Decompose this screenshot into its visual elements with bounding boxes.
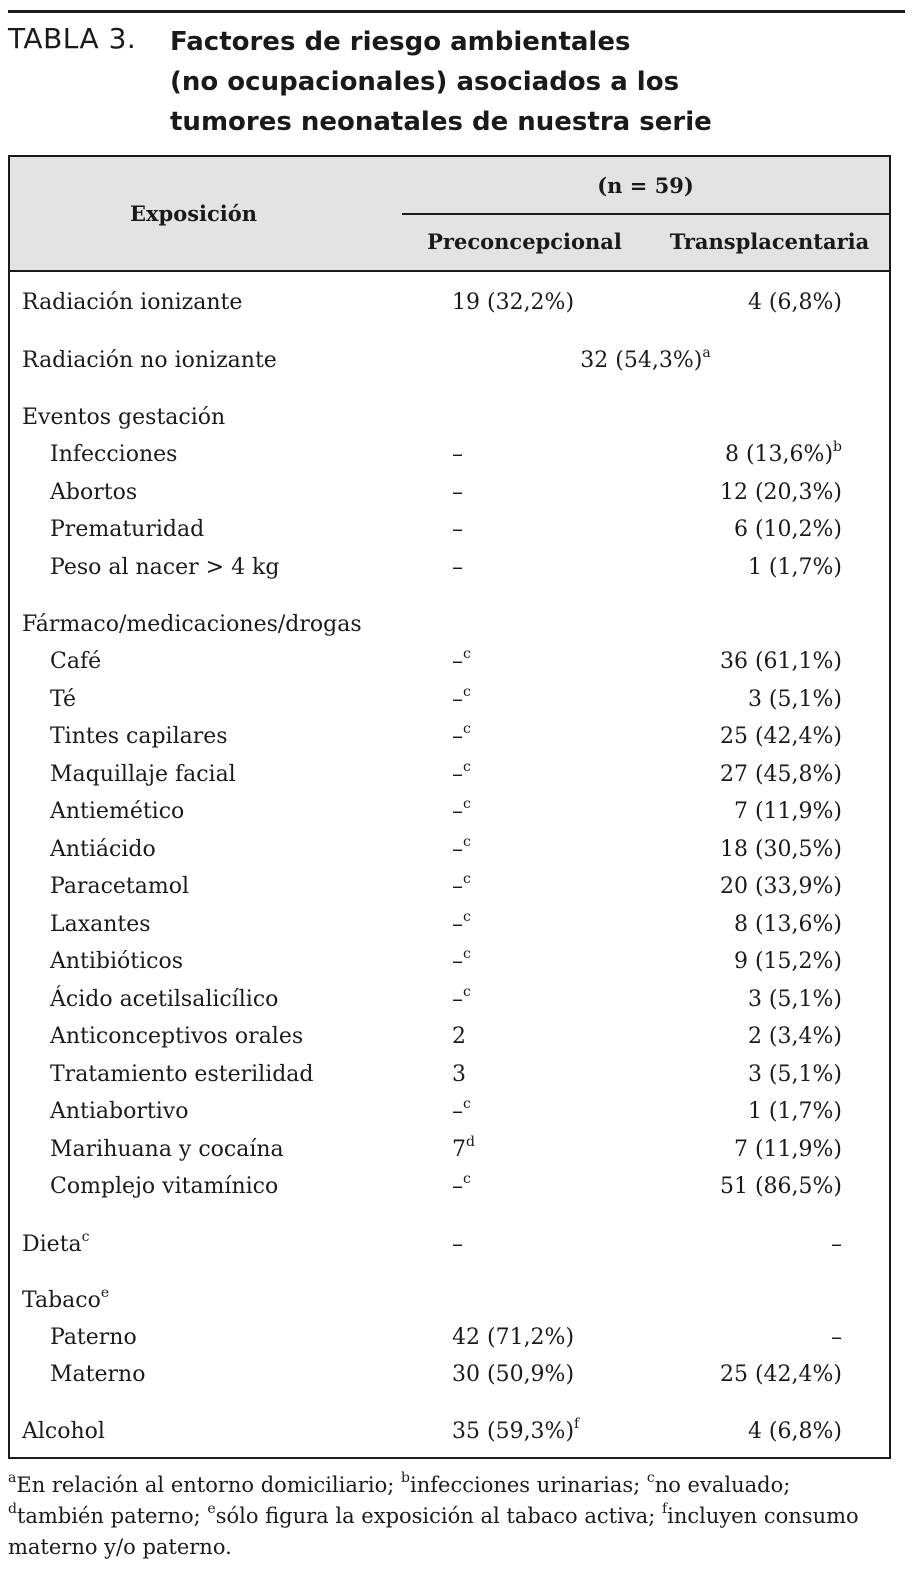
cell-preconcepcional: – [452,555,463,580]
row-label: Abortos [50,480,138,505]
cell-value: – [452,1099,463,1124]
table-row [10,757,889,793]
group-label: Eventos gestación [22,405,226,430]
cell-transplacentaria: 8 (13,6%) [733,912,842,937]
table-footnotes [8,1470,905,1563]
footnote-marker: c [463,683,471,700]
title-line: (no ocupacionales) asociados a los [170,67,680,97]
footnote-marker: a [8,1470,17,1486]
footnote-marker: c [463,720,471,737]
row-label: Tintes capilares [50,724,228,749]
table-number: TABLA 3. [8,22,137,55]
cell-value: 8 (13,6%) [724,442,834,467]
footnote-marker: c [81,1228,90,1245]
cell-transplacentaria: 4 (6,8%) [747,290,842,315]
footnote-marker: c [463,870,471,887]
table-row [10,1057,889,1093]
cell-preconcepcional [452,832,471,868]
cell-transplacentaria: – [831,1325,842,1350]
table-row [10,1019,889,1055]
table-row [10,907,889,943]
cell-preconcepcional: 19 (32,2%) [452,290,575,315]
footnote-marker: c [463,833,471,850]
footnote-text: incluyen consumo [667,1504,859,1528]
table-row [10,1227,889,1263]
cell-transplacentaria: 20 (33,9%) [719,874,842,899]
footnote-marker: e [100,1284,110,1301]
cell-value: 7 [452,1137,466,1162]
cell-value: 35 (59,3%) [452,1419,575,1444]
table-row [10,1094,889,1130]
row-label: Antiácido [50,837,156,862]
cell-preconcepcional [452,907,471,943]
cell-value: – [452,987,463,1012]
cell-value: – [452,762,463,787]
footnote-text: también paterno; [16,1504,208,1528]
row-label: Peso al nacer > 4 kg [50,555,280,580]
table-row [10,1132,889,1168]
table-row [10,719,889,755]
cell-preconcepcional [452,982,471,1018]
table-row [10,1283,889,1319]
row-label: Antiemético [50,799,185,824]
cell-transplacentaria: 4 (6,8%) [747,1419,842,1444]
table-row [10,944,889,980]
cell-transplacentaria: 1 (1,7%) [747,1099,842,1124]
label-text: Dieta [22,1232,82,1257]
footnote-marker: b [833,438,842,455]
header-preconcepcional: Preconcepcional [427,229,622,254]
row-label: Maquillaje facial [50,762,236,787]
table-row [10,682,889,718]
cell-preconcepcional [452,757,471,793]
row-label: Anticonceptivos orales [50,1024,304,1049]
cell-transplacentaria: 12 (20,3%) [719,480,842,505]
cell-value: 32 (54,3%) [580,348,703,373]
table-row [10,400,889,436]
cell-transplacentaria: 3 (5,1%) [747,687,842,712]
cell-value: – [452,687,463,712]
header-transplacentaria: Transplacentaria [669,229,870,254]
cell-preconcepcional: – [452,480,463,505]
cell-preconcepcional [452,1132,475,1168]
table-row [10,285,889,321]
table-row [10,982,889,1018]
cell-value: – [452,799,463,824]
table-row [10,437,889,473]
row-label [22,1227,90,1263]
footnote-text: sólo figura la exposición al tabaco activa; [215,1504,662,1528]
cell-transplacentaria: 51 (86,5%) [719,1174,842,1199]
cell-transplacentaria: 9 (15,2%) [733,949,842,974]
table-row [10,1169,889,1205]
title-line: Factores de riesgo ambientales [170,27,631,57]
footnote-marker: c [463,1170,471,1187]
header-sub-rule [402,213,889,215]
cell-preconcepcional [452,682,471,718]
cell-transplacentaria: 18 (30,5%) [719,837,842,862]
cell-transplacentaria: 25 (42,4%) [719,1362,842,1387]
row-label: Complejo vitamínico [50,1174,279,1199]
table-row [10,1357,889,1393]
row-label: Laxantes [50,912,151,937]
table-row [10,475,889,511]
cell-transplacentaria: – [831,1232,842,1257]
footnote-text: En relación al entorno domiciliario; [16,1473,402,1497]
cell-value: – [452,874,463,899]
cell-value: – [452,949,463,974]
cell-value: – [452,1174,463,1199]
row-label: Ácido acetilsalicílico [50,987,279,1012]
footnote-marker: c [463,945,471,962]
footnote-line [8,1501,905,1532]
title-line: tumores neonatales de nuestra serie [170,107,712,137]
row-label: Café [50,649,102,674]
cell-preconcepcional: 42 (71,2%) [452,1325,575,1350]
table-row [10,1320,889,1356]
cell-preconcepcional [452,1169,471,1205]
footnote-marker: c [463,983,471,1000]
table-title [170,22,890,142]
cell-preconcepcional: – [452,517,463,542]
cell-transplacentaria: 1 (1,7%) [747,555,842,580]
cell-preconcepcional: – [452,442,463,467]
footnote-marker: f [574,1415,580,1432]
cell-transplacentaria: 2 (3,4%) [747,1024,842,1049]
table-row [10,343,889,379]
row-label: Radiación ionizante [22,290,243,315]
footnote-text: infecciones urinarias; [410,1473,647,1497]
header-sample-size: (n = 59) [597,173,694,198]
cell-transplacentaria: 3 (5,1%) [747,987,842,1012]
cell-transplacentaria: 6 (10,2%) [733,517,842,542]
cell-preconcepcional [452,1094,471,1130]
row-label: Radiación no ionizante [22,348,277,373]
group-label [22,1283,109,1319]
table-row [10,794,889,830]
footnote-marker: f [661,1501,668,1517]
footnote-text: no evaluado; [654,1473,791,1497]
cell-transplacentaria: 27 (45,8%) [719,762,842,787]
row-label: Marihuana y cocaína [50,1137,284,1162]
cell-value: – [452,837,463,862]
footnote-marker: c [463,645,471,662]
cell-transplacentaria: 36 (61,1%) [719,649,842,674]
cell-value: – [452,724,463,749]
table-header [10,157,889,272]
row-label: Infecciones [50,442,178,467]
footnote-marker: c [463,1095,471,1112]
cell-transplacentaria: 25 (42,4%) [719,724,842,749]
table-row [10,832,889,868]
footnote-marker: c [646,1470,655,1486]
cell-combined [402,343,889,379]
top-rule [8,10,905,13]
table-row [10,607,889,643]
row-label: Paracetamol [50,874,190,899]
row-label: Té [50,687,76,712]
cell-preconcepcional: 3 [452,1062,466,1087]
table-caption [8,22,905,142]
footnote-marker: d [8,1501,17,1517]
cell-preconcepcional [452,719,471,755]
footnote-line: materno y/o paterno. [8,1535,232,1559]
cell-preconcepcional [452,1414,579,1450]
cell-preconcepcional: 30 (50,9%) [452,1362,575,1387]
footnote-marker: b [401,1470,411,1486]
footnote-line [8,1470,905,1501]
row-label: Alcohol [22,1419,105,1444]
row-label: Antiabortivo [50,1099,189,1124]
row-label: Materno [50,1362,146,1387]
row-label: Antibióticos [50,949,184,974]
cell-preconcepcional [452,869,471,905]
table-row [10,644,889,680]
footnote-marker: d [466,1133,475,1150]
table-row [10,869,889,905]
cell-value: – [452,649,463,674]
label-text: Tabaco [22,1288,101,1313]
group-label: Fármaco/medicaciones/drogas [22,612,362,637]
footnote-marker: c [463,758,471,775]
header-exposicion: Exposición [130,201,258,226]
row-label: Paterno [50,1325,137,1350]
cell-transplacentaria: 7 (11,9%) [733,1137,842,1162]
cell-value: – [452,912,463,937]
cell-transplacentaria: 7 (11,9%) [733,799,842,824]
footnote-marker: c [463,908,471,925]
row-label: Tratamiento esterilidad [50,1062,314,1087]
row-label: Prematuridad [50,517,205,542]
cell-preconcepcional [452,794,471,830]
table-row [10,550,889,586]
footnote-marker: e [207,1501,216,1517]
cell-transplacentaria [700,437,842,473]
cell-preconcepcional: – [452,1232,463,1257]
footnote-marker: c [463,795,471,812]
risk-factors-table [8,155,891,1459]
table-row [10,1414,889,1450]
cell-transplacentaria: 3 (5,1%) [747,1062,842,1087]
cell-preconcepcional [452,644,471,680]
table-row [10,512,889,548]
cell-preconcepcional [452,944,471,980]
footnote-marker: a [702,344,711,361]
cell-preconcepcional: 2 [452,1024,466,1049]
